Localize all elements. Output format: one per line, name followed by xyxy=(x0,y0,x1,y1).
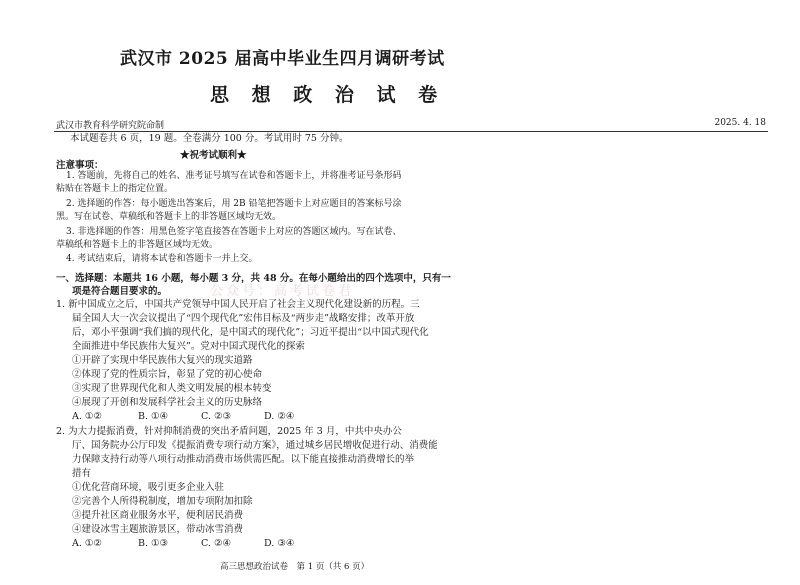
q1-choice-c: C. ②③ xyxy=(201,411,232,422)
q2-choice-a: A. ①② xyxy=(72,538,102,549)
q2-option: ③提升社区商业服务水平，便利居民消费 xyxy=(72,510,244,521)
q1-option: ②体现了党的性质宗旨，彰显了党的初心使命 xyxy=(72,369,263,380)
note-line: 3. 非选择题的作答：用黑色签字笔直接答在答题卡上对应的答题区域内。写在试卷、 xyxy=(66,227,402,237)
q2-option: ④建设冰雪主题旅游景区，带动冰雪消费 xyxy=(72,524,244,535)
q1-stem-line: 后，邓小平强调“我们搞的现代化，是中国式的现代化”；习近平提出“以中国式现代化 xyxy=(72,327,429,338)
exam-title: 武汉市 2025 届高中毕业生四月调研考试 xyxy=(120,49,445,69)
q2-stem-line: 力保障支持行动等八项行动推动消费市场供需匹配。以下能直接推动消费增长的举 xyxy=(72,454,415,465)
note-line: 粘贴在答题卡上的指定位置。 xyxy=(56,184,174,194)
q1-stem-line: 全面推进中华民族伟大复兴”。党对中国式现代化的探索 xyxy=(72,341,305,352)
q2-stem-line: 2. 为大力提振消费，针对抑制消费的突出矛盾问题，2025 年 3 月，中共中央办公 xyxy=(56,426,402,437)
q2-option: ①优化营商环境，吸引更多企业入驻 xyxy=(72,482,225,493)
q1-choice-d: D. ②④ xyxy=(264,411,295,422)
header-rule xyxy=(54,131,768,132)
exam-info: 本试题卷共 6 页，19 题。全卷满分 100 分。考试用时 75 分钟。 xyxy=(70,133,349,144)
q1-option: ③实现了世界现代化和人类文明发展的根本转变 xyxy=(72,383,272,394)
notes-title: 注意事项： xyxy=(56,160,104,171)
section-heading-cont: 项是符合题目要求的。 xyxy=(72,286,168,297)
exam-subject: 思 想 政 治 试 卷 xyxy=(210,84,446,106)
note-line: 2. 选择题的作答：每小题选出答案后，用 2B 铅笔把答题卡上对应题目的答案标号涂 xyxy=(66,199,402,209)
q2-stem-line: 措有 xyxy=(72,468,92,479)
q1-option: ④展现了开创和发展科学社会主义的历史脉络 xyxy=(72,397,263,408)
publisher: 武汉市教育科学研究院命制 xyxy=(56,121,165,131)
q1-choice-b: B. ①④ xyxy=(138,411,169,422)
q1-option: ①开辟了实现中华民族伟大复兴的现实道路 xyxy=(72,355,253,366)
note-line: 黑。写在试卷、草稿纸和答题卡上的非答题区域均无效。 xyxy=(56,212,282,222)
q1-stem-line: 届全国人大一次会议提出了“四个现代化”宏伟目标及“两步走”战略安排；改革开放 xyxy=(72,313,415,324)
watermark: 公众号：高考试卷君 xyxy=(210,284,355,299)
q2-choice-b: B. ①③ xyxy=(138,538,169,549)
section-heading: 一、选择题：本题共 16 小题，每小题 3 分，共 48 分。在每小题给出的四个选项中，只有一 xyxy=(56,273,451,284)
note-line: 4. 考试结束后，请将本试卷和答题卡一并上交。 xyxy=(66,254,258,264)
note-line: 草稿纸和答题卡上的非答题区域均无效。 xyxy=(56,240,219,250)
q2-choice-d: D. ③④ xyxy=(264,538,295,549)
q2-option: ②完善个人所得税制度，增加专项附加扣除 xyxy=(72,496,253,507)
q1-choice-a: A. ①② xyxy=(72,411,102,422)
exam-date: 2025. 4. 18 xyxy=(714,118,766,128)
note-line: 1. 答题前，先将自己的姓名、准考证号填写在试卷和答题卡上，并将准考证号条形码 xyxy=(66,171,402,181)
q2-stem-line: 厅、国务院办公厅印发《提振消费专项行动方案》，通过城乡居民增收促进行动、消费能 xyxy=(72,440,438,451)
q1-stem-line: 1. 新中国成立之后，中国共产党领导中国人民开启了社会主义现代化建设新的历程。三 xyxy=(56,299,420,310)
page-footer: 高三思想政治试卷 第 1 页（共 6 页） xyxy=(220,562,370,572)
q2-choice-c: C. ②④ xyxy=(201,538,232,549)
blessing: ★祝考试顺利★ xyxy=(180,150,247,161)
